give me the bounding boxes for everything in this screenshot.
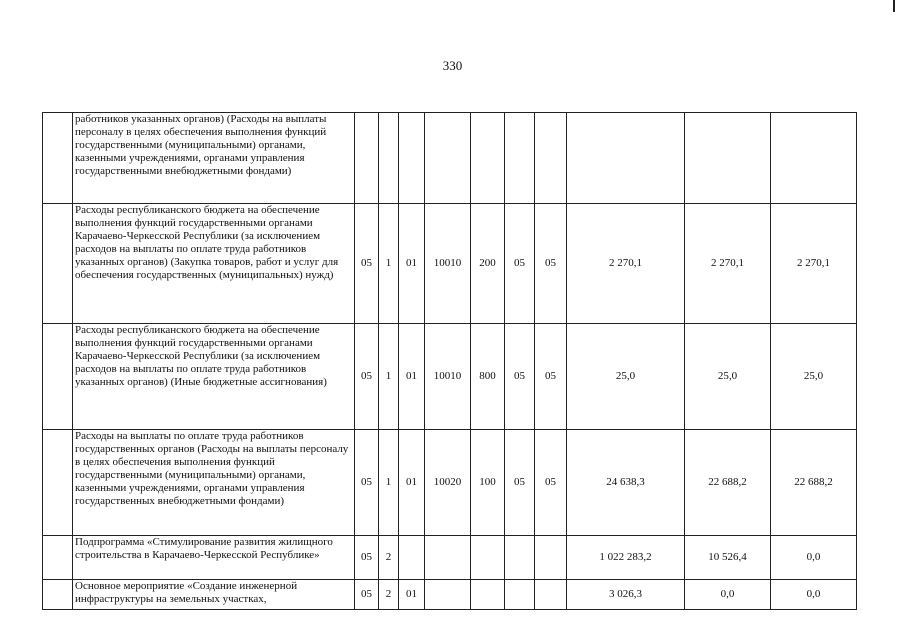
page-edge-mark [893, 0, 895, 12]
page-number: 330 [442, 58, 463, 73]
code-direction [425, 536, 471, 580]
code-direction [425, 580, 471, 610]
code-section: 05 [505, 324, 535, 430]
code-expense-type [471, 113, 505, 204]
row-name: Расходы республиканского бюджета на обеспечение выполнения функций государственными органами Карачаево-Черкесской Республики (за исключением расходов на выплаты по оплате труда работников указанных органов) (Иные бюджетные ассигнования) [73, 324, 355, 430]
code-subsection [535, 580, 567, 610]
indent-cell [43, 536, 73, 580]
indent-cell [43, 580, 73, 610]
value-year-1: 3 026,3 [567, 580, 685, 610]
indent-cell [43, 430, 73, 536]
table-row [43, 536, 857, 580]
code-subsection [535, 536, 567, 580]
code-expense-type: 100 [471, 430, 505, 536]
code-expense-type [471, 536, 505, 580]
indent-cell [43, 204, 73, 324]
row-name: Основное мероприятие «Создание инженерной инфраструктуры на земельных участках, [73, 580, 355, 610]
code-om: 01 [399, 430, 425, 536]
table-row [43, 430, 857, 536]
code-gp [355, 113, 379, 204]
code-subsection: 05 [535, 430, 567, 536]
code-direction: 10010 [425, 204, 471, 324]
code-pp: 1 [379, 324, 399, 430]
code-gp: 05 [355, 536, 379, 580]
value-year-3: 22 688,2 [771, 430, 857, 536]
row-name: Расходы республиканского бюджета на обеспечение выполнения функций государственными органами Карачаево-Черкесской Республики (за исключением расходов на выплаты по оплате труда работников указанных органов) (Закупка товаров, работ и услуг для обеспечения государственных (муниципальных) нужд) [73, 204, 355, 324]
code-gp: 05 [355, 324, 379, 430]
code-om: 01 [399, 580, 425, 610]
value-year-3: 2 270,1 [771, 204, 857, 324]
code-pp: 1 [379, 204, 399, 324]
code-expense-type: 200 [471, 204, 505, 324]
code-pp: 1 [379, 430, 399, 536]
value-year-2: 22 688,2 [685, 430, 771, 536]
table-row [43, 113, 857, 204]
row-name: работников указанных органов) (Расходы на выплаты персоналу в целях обеспечения выполнения функций государственными (муниципальными) органами, казенными учреждениями, органами управления государственными внебюджетными фондами) [73, 113, 355, 204]
code-direction: 10010 [425, 324, 471, 430]
code-pp [379, 113, 399, 204]
value-year-2: 0,0 [685, 580, 771, 610]
code-section: 05 [505, 204, 535, 324]
code-om: 01 [399, 204, 425, 324]
value-year-1 [567, 113, 685, 204]
value-year-1: 1 022 283,2 [567, 536, 685, 580]
value-year-2: 25,0 [685, 324, 771, 430]
code-om [399, 113, 425, 204]
code-expense-type: 800 [471, 324, 505, 430]
code-section [505, 536, 535, 580]
table-row [43, 204, 857, 324]
value-year-3: 0,0 [771, 536, 857, 580]
code-gp: 05 [355, 580, 379, 610]
table-row [43, 580, 857, 610]
value-year-2: 10 526,4 [685, 536, 771, 580]
code-gp: 05 [355, 430, 379, 536]
code-section: 05 [505, 430, 535, 536]
code-gp: 05 [355, 204, 379, 324]
code-pp: 2 [379, 536, 399, 580]
code-expense-type [471, 580, 505, 610]
value-year-1: 2 270,1 [567, 204, 685, 324]
code-subsection: 05 [535, 204, 567, 324]
code-section [505, 580, 535, 610]
value-year-3: 25,0 [771, 324, 857, 430]
value-year-2: 2 270,1 [685, 204, 771, 324]
value-year-3 [771, 113, 857, 204]
value-year-2 [685, 113, 771, 204]
code-direction [425, 113, 471, 204]
table-row [43, 324, 857, 430]
code-direction: 10020 [425, 430, 471, 536]
code-subsection [535, 113, 567, 204]
budget-table [42, 112, 857, 610]
code-subsection: 05 [535, 324, 567, 430]
row-name: Подпрограмма «Стимулирование развития жилищного строительства в Карачаево-Черкесской Республике» [73, 536, 355, 580]
code-pp: 2 [379, 580, 399, 610]
code-om [399, 536, 425, 580]
indent-cell [43, 113, 73, 204]
indent-cell [43, 324, 73, 430]
row-name: Расходы на выплаты по оплате труда работников государственных органов (Расходы на выплаты персоналу в целях обеспечения выполнения функций государственными (муниципальными) органами, казенными учреждениями, органами управления государственных внебюджетными фондами) [73, 430, 355, 536]
code-section [505, 113, 535, 204]
code-om: 01 [399, 324, 425, 430]
value-year-1: 24 638,3 [567, 430, 685, 536]
value-year-3: 0,0 [771, 580, 857, 610]
value-year-1: 25,0 [567, 324, 685, 430]
